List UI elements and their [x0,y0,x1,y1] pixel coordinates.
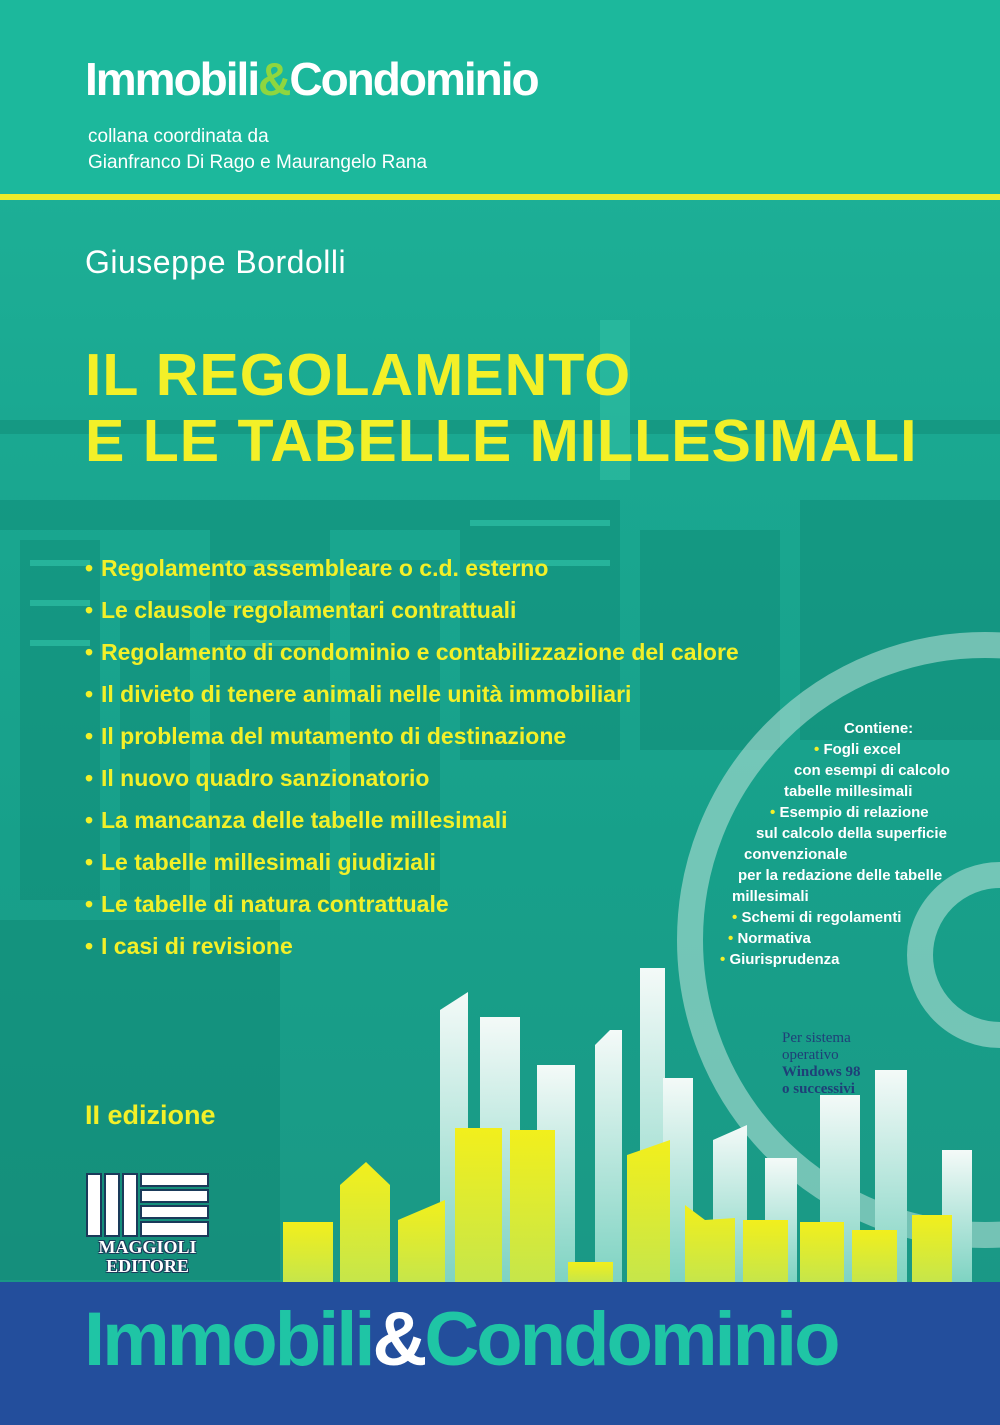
cd-contents-line [720,949,970,970]
book-title-line1: IL REGOLAMENTO [85,342,632,408]
publisher-name-line2: EDITORE [106,1256,189,1276]
topic-text: Regolamento di condominio e contabilizzazione del calore [101,639,739,665]
topic-bullet: • [85,849,94,875]
topic-bullet: • [85,639,94,665]
topic-bullet: • [85,723,94,749]
cd-contents-bullet: • [732,909,738,926]
cd-contents-line [720,886,970,907]
book-title-line2: E LE TABELLE MILLESIMALI [85,408,918,474]
topic-bullet: • [85,681,94,707]
cd-contents-text: Esempio di relazione [779,804,929,821]
author-name: Giuseppe Bordolli [85,244,347,280]
topic-text: Le clausole regolamentari contrattuali [101,597,517,623]
cd-contents-line [720,781,970,802]
os-note-line1: Per sistema [782,1030,851,1046]
cd-contents-bullet: • [770,804,776,821]
publisher-name [85,1238,210,1276]
cd-contents-text: millesimali [732,888,809,905]
coordinators-names: Gianfranco Di Rago e Maurangelo Rana [88,152,428,173]
cd-contents-bullet: • [814,741,820,758]
topic-bullet: • [85,933,94,959]
publisher-name-line1: MAGGIOLI [98,1237,197,1257]
cd-contents-line [720,760,970,781]
topic-bullet: • [85,765,94,791]
cd-contents-heading: Contiene: [844,720,914,737]
os-note-line2: operativo [782,1047,839,1063]
cd-contents-text: per la redazione delle tabelle [738,867,943,884]
cd-contents-text: Fogli excel [823,741,901,758]
topic-text: Il nuovo quadro sanzionatorio [101,765,430,791]
cd-contents-line [720,823,970,844]
cd-contents-line [720,844,970,865]
os-note-line4: o successivi [782,1081,855,1097]
topic-bullet: • [85,807,94,833]
cd-contents-lines [720,739,970,970]
cd-contents-text: Giurisprudenza [729,951,840,968]
cd-contents-line [720,739,970,760]
coordinators-label: collana coordinata da [88,126,269,147]
topic-text: La mancanza delle tabelle millesimali [101,807,508,833]
cd-contents-text: convenzionale [744,846,848,863]
series-name-part2: Condominio [289,53,538,105]
os-requirements [782,1030,861,1098]
cd-contents-line [720,802,970,823]
footer-series-part1: Immobili [84,1297,373,1382]
series-name-part1: Immobili [85,53,259,105]
footer-series-part2: Condominio [424,1297,838,1382]
topic-text: Le tabelle di natura contrattuale [101,891,449,917]
cd-contents-line [720,907,970,928]
cd-contents-text: Normativa [737,930,811,947]
cd-contents-bullet: • [728,930,734,947]
topic-text: Il problema del mutamento di destinazione [101,723,567,749]
cd-contents-line [720,928,970,949]
series-amp: & [258,53,290,105]
cd-contents-text: con esempi di calcolo [794,762,950,779]
cd-contents-text: tabelle millesimali [784,783,913,800]
topic-text: Regolamento assembleare o c.d. esterno [101,555,549,581]
topic-text: Le tabelle millesimali giudiziali [101,849,436,875]
footer-series-amp: & [372,1297,425,1382]
topic-bullet: • [85,891,94,917]
topic-text: I casi di revisione [101,933,293,959]
topic-bullet: • [85,555,94,581]
topic-bullet: • [85,597,94,623]
topic-text: Il divieto di tenere animali nelle unità immobiliari [101,681,632,707]
os-note-line3: Windows 98 [782,1064,861,1080]
cd-contents-line [720,865,970,886]
edition-label: II edizione [85,1100,216,1130]
cd-contents-text: sul calcolo della superficie [756,825,947,842]
cd-contents [720,718,970,970]
cd-contents-text: Schemi di regolamenti [741,909,902,926]
footer-series-title [84,1296,838,1383]
cd-contents-bullet: • [720,951,726,968]
